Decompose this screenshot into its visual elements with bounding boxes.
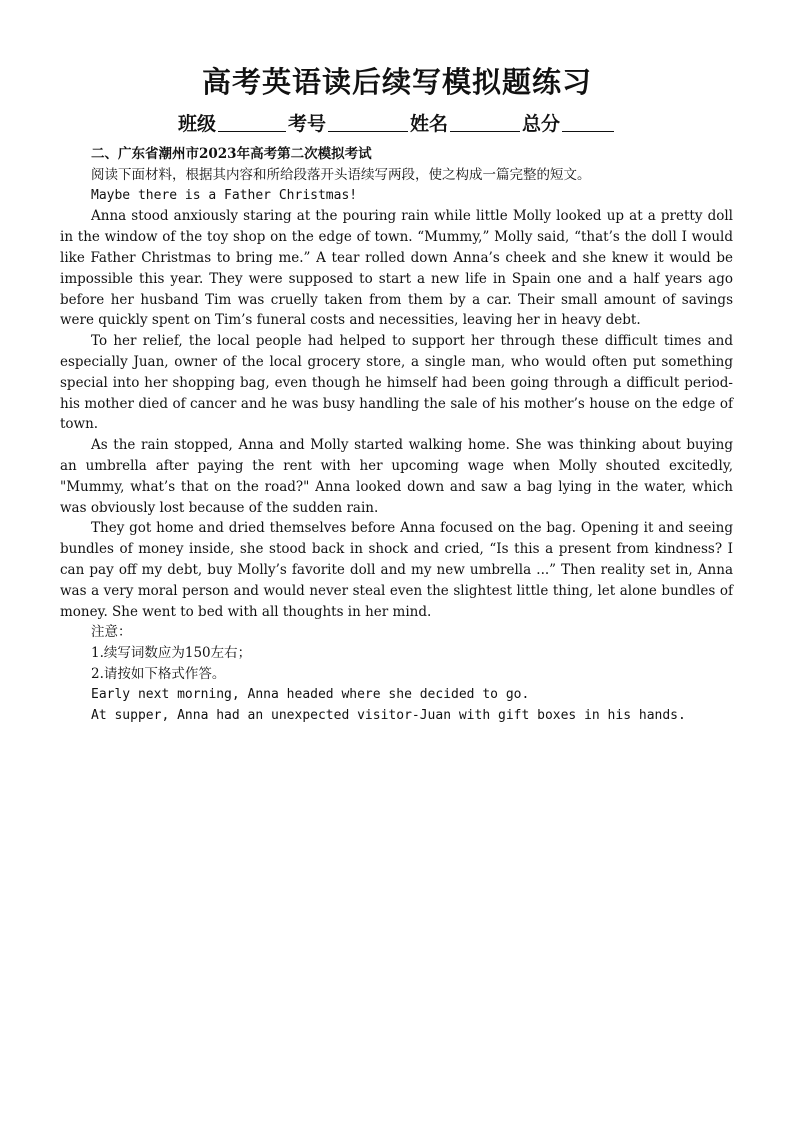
class-blank [218,111,286,132]
continuation-prompt-1: Early next morning, Anna headed where she decided to go. [91,686,530,702]
continuation-prompt-2: At supper, Anna had an unexpected visitor-Juan with gift boxes in his hands. [91,707,686,723]
notes-label: 注意： [91,624,132,641]
class-label: 班级 [177,113,216,135]
score-label: 总分 [522,113,561,135]
story-paragraph-2: To her relief, the local people had helped to support her through these difficult times and especially Juan, owner of the local grocery store, a single man, who would often put something special into her shopping bag, even though he himself had been going through a difficult period-his mother died of cancer and he was busy handling the sale of his mother’s house on the edge of town. [60,333,733,433]
number-blank [328,111,408,132]
student-info-line [0,110,794,138]
name-blank [450,111,520,132]
story-paragraph-1: Anna stood anxiously staring at the pouring rain while little Molly looked up at a pretty doll in the window of the toy shop on the edge of town. “Mummy,” Molly said, “that’s the doll I would like Father Christmas to bring me.” A tear rolled down Anna’s cheek and she knew it would be impossible this year. They were supposed to start a new life in Spain one and a half years ago before her husband Tim was cruelly taken from them by a car. Their small amount of savings were quickly spent on Tim’s funeral costs and necessities, leaving her in heavy debt. [60,208,733,329]
note-format: 2.请按如下格式作答。 [91,665,226,682]
number-label: 考号 [287,113,326,135]
name-label: 姓名 [410,113,449,135]
score-blank [562,111,614,132]
story-paragraph-3: As the rain stopped, Anna and Molly started walking home. She was thinking about buying an umbrella after paying the rent with her upcoming wage when Molly shouted excitedly, "Mummy, what’s that on the road?" Anna looked down and saw a bag lying in the water, which was obviously lost because of the sudden rain. [60,437,733,516]
exercise-content [60,144,733,726]
story-title: Maybe there is a Father Christmas! [91,187,358,203]
note-word-count: 1.续写词数应为150左右； [91,645,252,662]
story-paragraph-4: They got home and dried themselves before Anna focused on the bag. Opening it and seeing bundles of money inside, she stood back in shock and cried, “Is this a present from kindness? I can pay off my debt, buy Molly’s favorite doll and my new umbrella ...” Then reality set in, Anna was a very moral person and would never steal even the slightest little thing, let alone bundles of money. She went to bed with all thoughts in her mind. [60,520,733,620]
instruction-text: 阅读下面材料，根据其内容和所给段落开头语续写两段，使之构成一篇完整的短文。 [91,166,591,183]
page-title: 高考英语读后续写模拟题练习 [201,65,592,99]
section-heading: 二、广东省潮州市2023年高考第二次模拟考试 [91,146,372,162]
